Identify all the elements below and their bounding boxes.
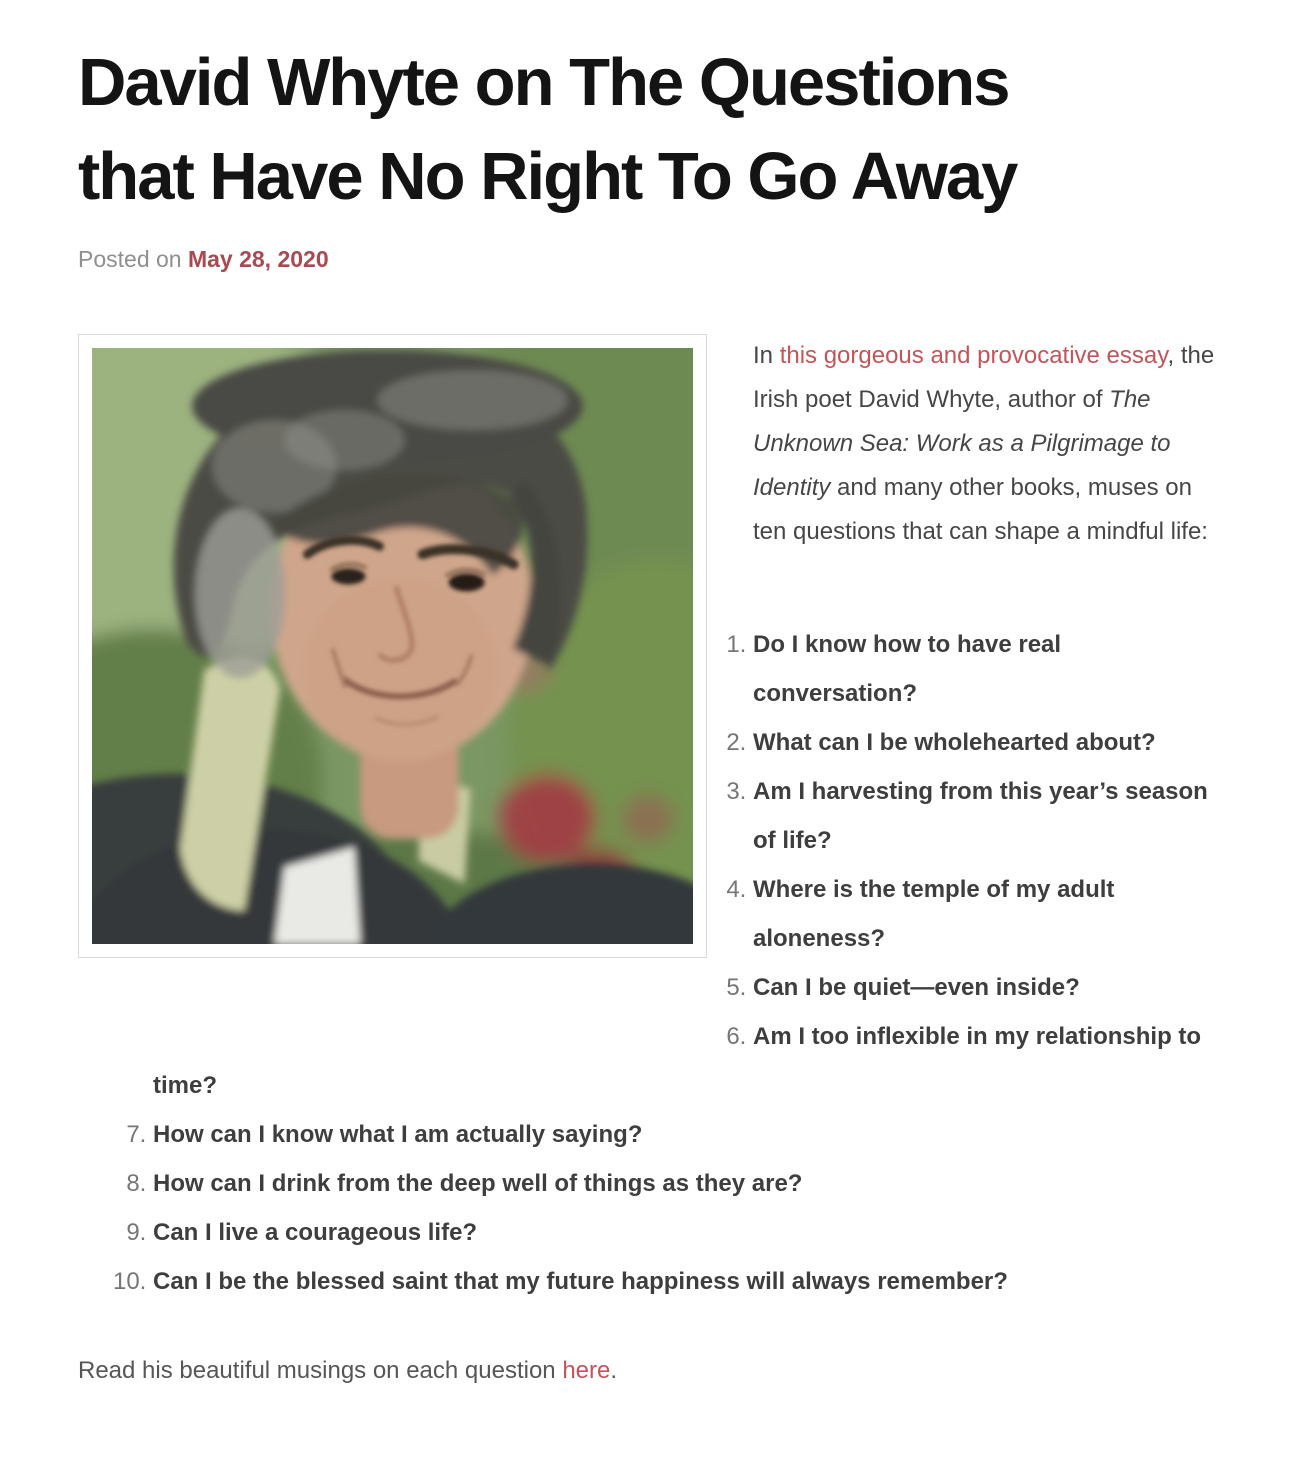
essay-link[interactable]: this gorgeous and provocative essay (779, 342, 1168, 369)
question-item-10: 10. Can I be the blessed saint that my future happiness will always remember? (153, 1257, 1216, 1306)
intro-prefix: In (753, 342, 780, 369)
page-title-line2: that Have No Right To Go Away (78, 139, 1017, 214)
question-item-8: 8. How can I drink from the deep well of things as they are? (153, 1159, 1216, 1208)
intro-mid: , the Irish poet David Whyte, author of (753, 342, 1215, 413)
page-title (78, 36, 1216, 224)
question-item-1: 1. Do I know how to have real conversation? (153, 620, 1216, 718)
page-title-line1: David Whyte on The Questions (78, 45, 1009, 120)
outro-suffix: . (610, 1357, 618, 1384)
question-item-4: 4. Where is the temple of my adult aloneness? (153, 865, 1216, 963)
portrait-photo-frame (78, 334, 707, 958)
question-item-9: 9. Can I live a courageous life? (153, 1208, 1216, 1257)
outro-paragraph (78, 1354, 1216, 1388)
posted-date: May 28, 2020 (187, 246, 329, 272)
question-item-7: 7. How can I know what I am actually saying? (153, 1110, 1216, 1159)
book-title: The Unknown Sea: Work as a Pilgrimage to Identity (753, 386, 1171, 501)
posted-meta (78, 244, 1216, 274)
intro-suffix: and many other books, muses on ten questions that can shape a mindful life: (753, 474, 1208, 545)
question-item-6: 6. Am I too inflexible in my relationship to time? (153, 1012, 1216, 1110)
posted-label: Posted on (78, 246, 188, 272)
question-item-2: 2. What can I be wholehearted about? (153, 718, 1216, 767)
david-whyte-portrait-photo (92, 348, 693, 944)
question-item-3: 3. Am I harvesting from this year’s season of life? (153, 767, 1216, 865)
outro-prefix: Read his beautiful musings on each question (78, 1357, 563, 1384)
question-item-5: 5. Can I be quiet—even inside? (153, 963, 1216, 1012)
here-link[interactable]: here (562, 1357, 611, 1384)
